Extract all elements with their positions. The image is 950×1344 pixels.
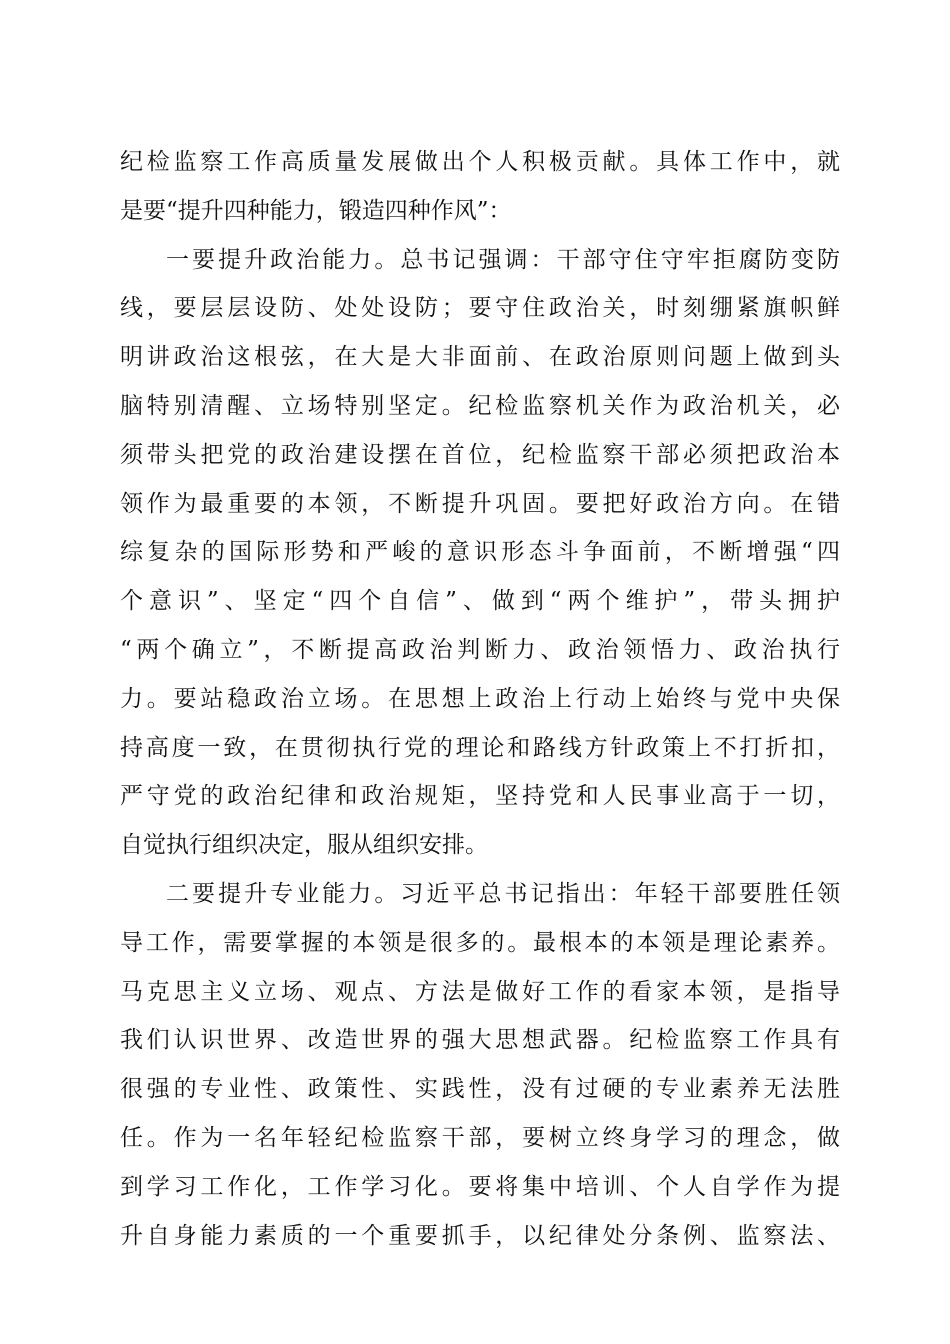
body-text — [120, 138, 840, 1260]
text-line: 导工作，需要掌握的本领是很多的。最根本的本领是理论素养。 — [120, 929, 840, 956]
text-line: 任。作为一名年轻纪检监察干部，要树立终身学习的理念，做 — [120, 1124, 840, 1151]
paragraph-start-line: 一要提升政治能力。总书记强调：干部守住守牢拒腐防变防 — [166, 246, 840, 273]
text-line: 线，要层层设防、处处设防；要守住政治关，时刻绷紧旗帜鲜 — [120, 295, 840, 322]
paragraph-start-line: 二要提升专业能力。习近平总书记指出：年轻干部要胜任领 — [166, 880, 840, 907]
text-line: 我们认识世界、改造世界的强大思想武器。纪检监察工作具有 — [120, 1027, 840, 1054]
text-line: 须带头把党的政治建设摆在首位，纪检监察干部必须把政治本 — [120, 441, 840, 468]
text-line: 升自身能力素质的一个重要抓手，以纪律处分条例、监察法、 — [120, 1222, 840, 1249]
text-line: 综复杂的国际形势和严峻的意识形态斗争面前，不断增强“四 — [120, 539, 840, 566]
text-line: 很强的专业性、政策性、实践性，没有过硬的专业素养无法胜 — [120, 1076, 840, 1103]
text-line: 纪检监察工作高质量发展做出个人积极贡献。具体工作中，就 — [120, 149, 840, 175]
text-line: 严守党的政治纪律和政治规矩，坚持党和人民事业高于一切， — [120, 783, 840, 810]
text-line: 持高度一致，在贯彻执行党的理论和路线方针政策上不打折扣， — [120, 734, 840, 761]
text-line: 力。要站稳政治立场。在思想上政治上行动上始终与党中央保 — [120, 685, 840, 712]
text-line: 自觉执行组织决定，服从组织安排。 — [120, 832, 488, 859]
text-line: 马克思主义立场、观点、方法是做好工作的看家本领，是指导 — [120, 978, 840, 1005]
text-line: 明讲政治这根弦，在大是大非面前、在政治原则问题上做到头 — [120, 344, 840, 371]
text-line: 领作为最重要的本领，不断提升巩固。要把好政治方向。在错 — [120, 490, 840, 517]
text-line: 到学习工作化，工作学习化。要将集中培训、个人自学作为提 — [120, 1173, 840, 1200]
text-line: 个意识”、坚定“四个自信”、做到“两个维护”，带头拥护 — [120, 588, 840, 615]
text-line: “两个确立”，不断提高政治判断力、政治领悟力、政治执行 — [120, 636, 840, 663]
text-line: 是要“提升四种能力，锻造四种作风”： — [120, 197, 512, 224]
text-line: 脑特别清醒、立场特别坚定。纪检监察机关作为政治机关，必 — [120, 392, 840, 419]
